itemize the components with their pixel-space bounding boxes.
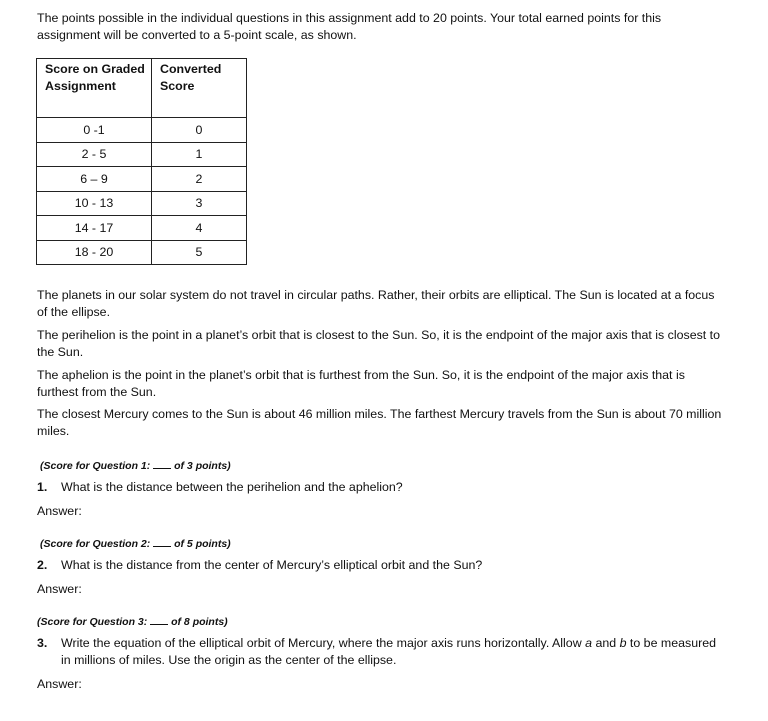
table-row xyxy=(37,240,247,265)
cell-score-range: 0 -1 xyxy=(37,118,152,143)
question-number: 2. xyxy=(37,558,48,572)
answer-label-question-3: Answer: xyxy=(37,677,82,691)
question-number: 3. xyxy=(37,636,48,650)
question-text xyxy=(61,635,716,668)
cell-converted-score: 5 xyxy=(152,240,247,265)
score-blank[interactable] xyxy=(153,536,171,547)
score-note-prefix: (Score for Question 2: xyxy=(40,538,154,550)
answer-label-question-1: Answer: xyxy=(37,504,82,518)
question-text-part: and xyxy=(592,636,620,650)
variable-b: b xyxy=(619,636,627,650)
table-row xyxy=(37,118,247,143)
question-text-part: to be measured in millions of miles. Use the origin as the center of the ellipse. xyxy=(61,636,717,667)
table-header-row xyxy=(37,59,247,118)
score-blank[interactable] xyxy=(150,614,168,625)
paragraph-planets-orbits: The planets in our solar system do not travel in circular paths. Rather, their orbits are elliptical. The Sun is located at a focus of the ellipse. xyxy=(37,288,715,319)
score-note-suffix: of 3 points) xyxy=(171,460,231,472)
table-row xyxy=(37,167,247,192)
score-note-suffix: of 8 points) xyxy=(168,616,228,628)
score-note-suffix: of 5 points) xyxy=(171,538,231,550)
score-note-prefix: (Score for Question 1: xyxy=(40,460,154,472)
cell-score-range: 6 – 9 xyxy=(37,167,152,192)
question-number: 1. xyxy=(37,480,48,494)
cell-score-range: 10 - 13 xyxy=(37,191,152,216)
cell-converted-score: 2 xyxy=(152,167,247,192)
question-text: What is the distance between the perihelion and the aphelion? xyxy=(61,480,403,494)
header-converted-score: Converted Score xyxy=(152,59,247,118)
answer-label-question-2: Answer: xyxy=(37,582,82,596)
paragraph-perihelion: The perihelion is the point in a planet’s orbit that is closest to the Sun. So, it is the endpoint of the major axis that is closest to the Sun. xyxy=(37,328,721,359)
table-row xyxy=(37,191,247,216)
table-row xyxy=(37,216,247,241)
question-2 xyxy=(37,557,727,574)
question-1 xyxy=(37,479,727,496)
intro-paragraph: The points possible in the individual questions in this assignment add to 20 points. Your total earned points for this assignment will be converted to a 5-point scale, as shown. xyxy=(37,11,662,42)
cell-converted-score: 0 xyxy=(152,118,247,143)
score-note-prefix: (Score for Question 3: xyxy=(37,616,151,628)
header-score-on-graded-assignment: Score on Graded Assignment xyxy=(37,59,152,118)
cell-score-range: 14 - 17 xyxy=(37,216,152,241)
table-row xyxy=(37,142,247,167)
cell-score-range: 2 - 5 xyxy=(37,142,152,167)
cell-converted-score: 3 xyxy=(152,191,247,216)
score-note-question-3 xyxy=(37,614,727,631)
score-note-question-1 xyxy=(40,458,730,475)
question-3 xyxy=(37,635,727,669)
cell-score-range: 18 - 20 xyxy=(37,240,152,265)
question-text-part: Write the equation of the elliptical orbit of Mercury, where the major axis runs horizontally. Allow xyxy=(61,636,586,650)
score-conversion-table xyxy=(36,58,247,265)
score-note-question-2 xyxy=(40,536,730,553)
paragraph-aphelion: The aphelion is the point in the planet’s orbit that is furthest from the Sun. So, it is the endpoint of the major axis that is furthest from the Sun. xyxy=(37,368,685,399)
cell-converted-score: 1 xyxy=(152,142,247,167)
cell-converted-score: 4 xyxy=(152,216,247,241)
score-blank[interactable] xyxy=(153,458,171,469)
paragraph-mercury-distances: The closest Mercury comes to the Sun is about 46 million miles. The farthest Mercury travels from the Sun is about 70 million miles. xyxy=(37,407,722,438)
variable-a: a xyxy=(585,636,592,650)
question-text: What is the distance from the center of Mercury’s elliptical orbit and the Sun? xyxy=(61,558,483,572)
